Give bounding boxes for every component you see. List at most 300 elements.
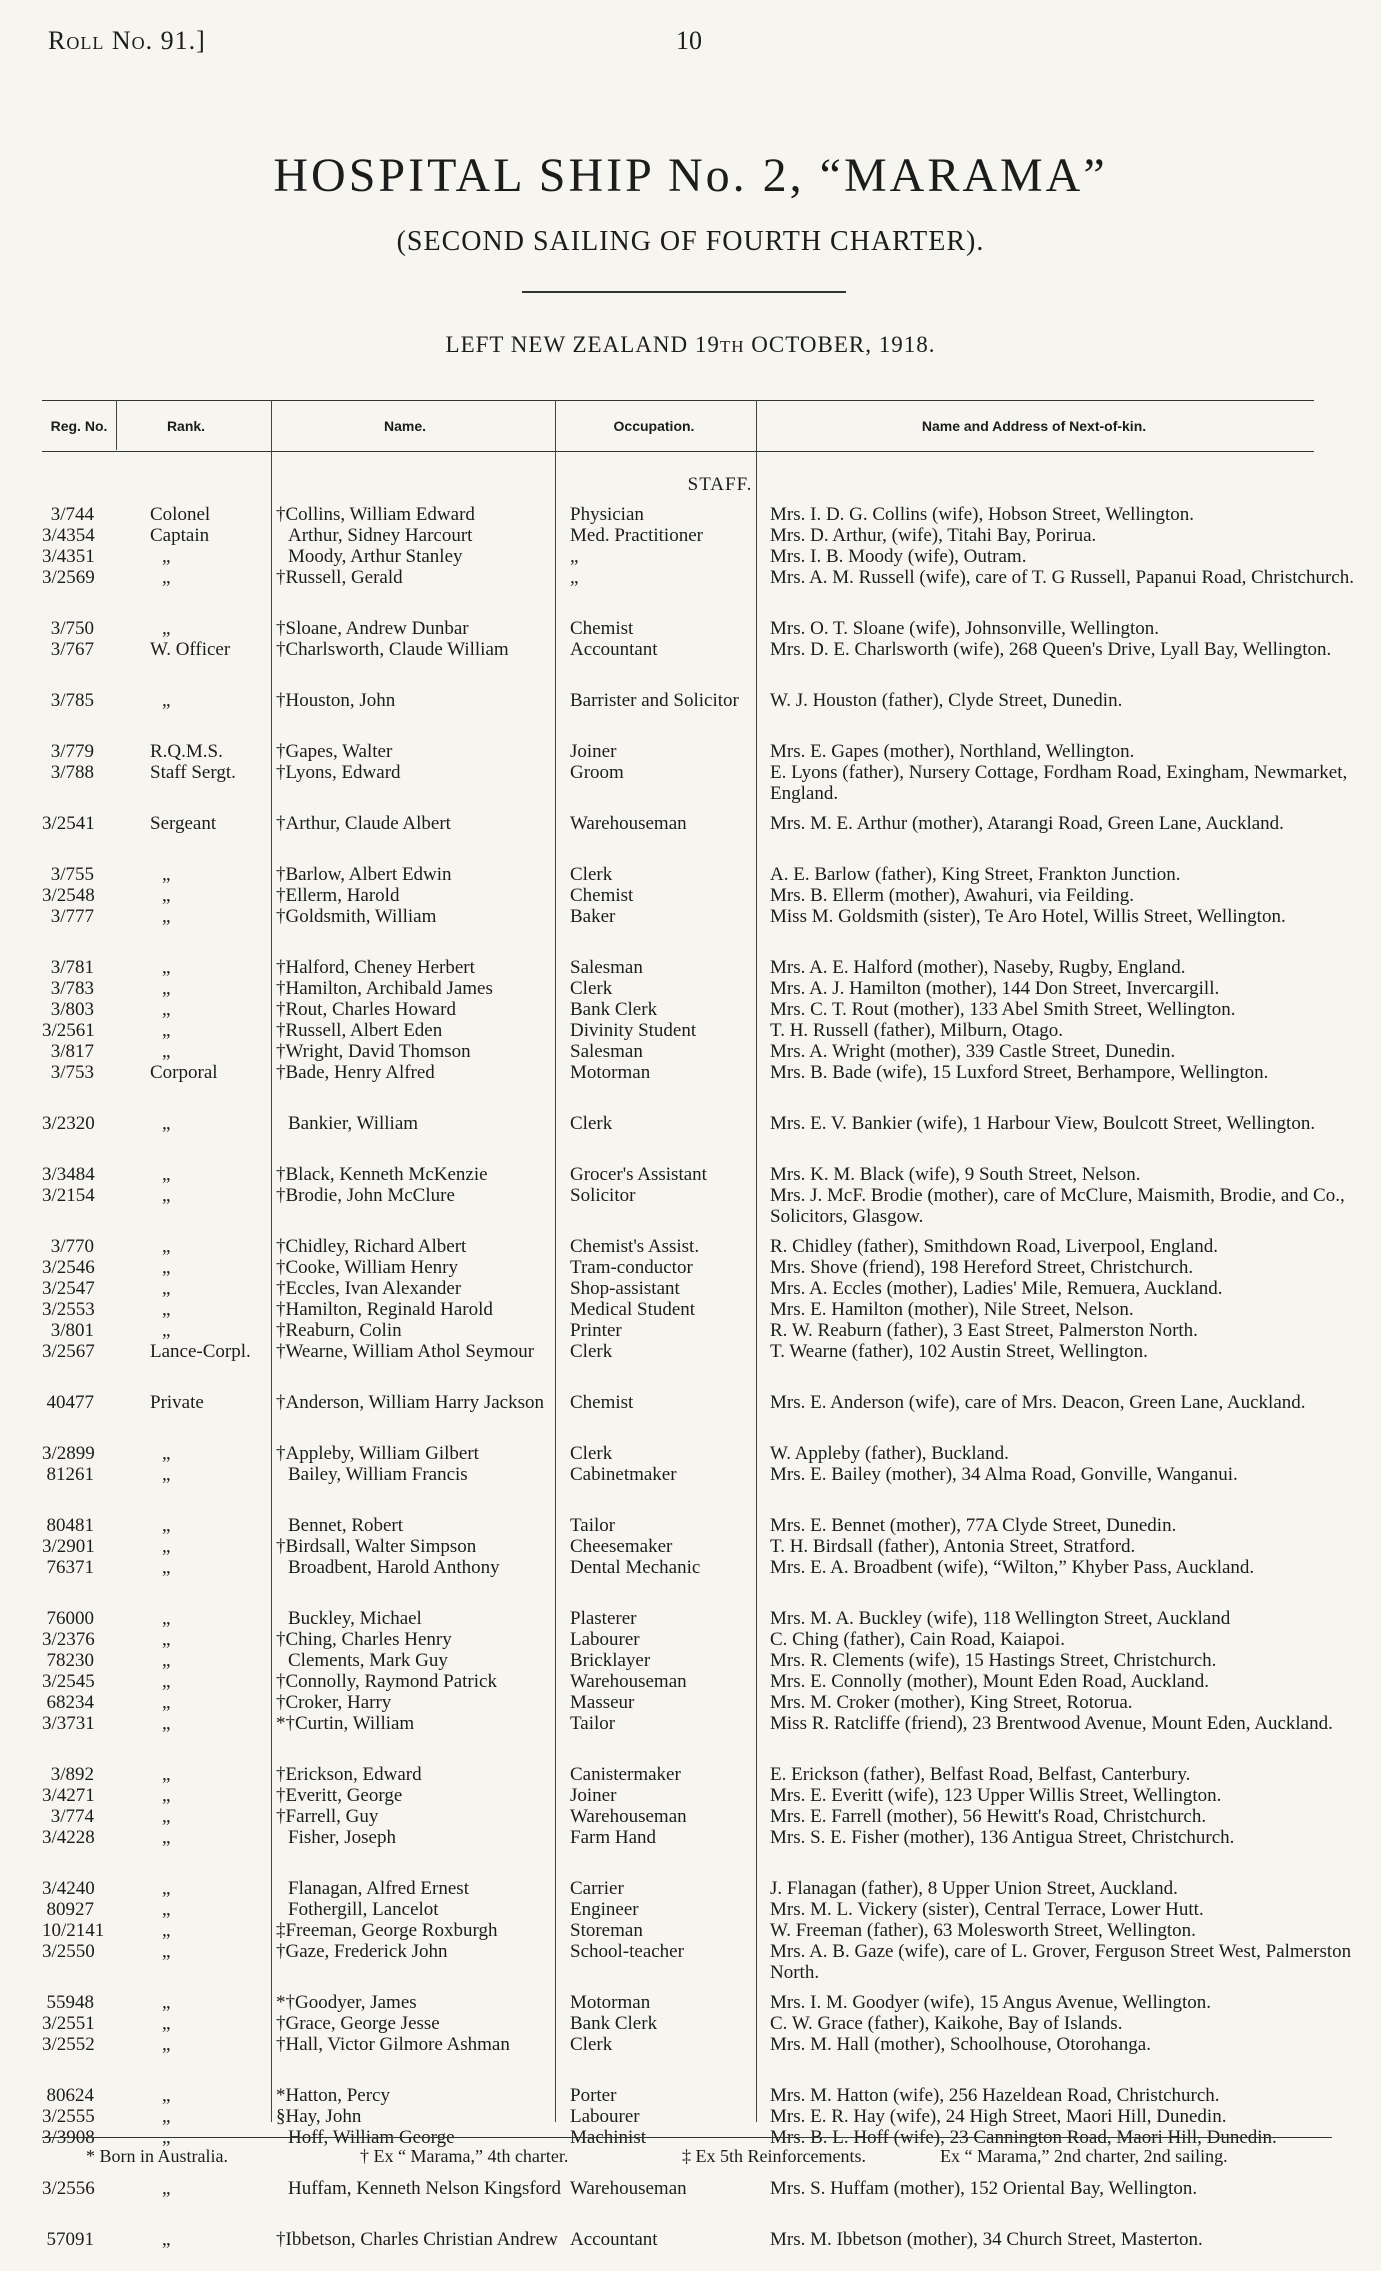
- reg-number: 3/2320: [42, 1113, 95, 1134]
- next-of-kin: Mrs. K. M. Black (wife), 9 South Street, Nelson.: [770, 1164, 1141, 1185]
- next-of-kin: E. Lyons (father), Nursery Cottage, Fordham Road, Exingham, Newmarket, England.: [770, 762, 1348, 804]
- table-row: [42, 546, 1332, 567]
- rank: „: [162, 1806, 171, 1827]
- table-row: [42, 618, 1332, 639]
- table-row: [42, 957, 1332, 978]
- rank: „: [162, 1257, 171, 1278]
- table-row: [42, 1785, 1332, 1806]
- occupation: Chemist's Assist.: [570, 1236, 700, 1257]
- reg-number: 76371: [46, 1557, 94, 1578]
- next-of-kin: Mrs. M. Croker (mother), King Street, Rotorua.: [770, 1692, 1133, 1713]
- table-row: [42, 1464, 1332, 1506]
- rank: „: [162, 957, 171, 978]
- reg-number: 3/767: [50, 639, 94, 660]
- table-row: [42, 2229, 1332, 2271]
- rank: „: [162, 1557, 171, 1578]
- rank: Captain: [150, 525, 210, 546]
- occupation: Farm Hand: [570, 1827, 657, 1848]
- rank: W. Officer: [150, 639, 231, 660]
- occupation: Groom: [570, 762, 624, 783]
- col-rank: Rank.: [166, 418, 206, 434]
- reg-number: 3/779: [50, 741, 94, 762]
- table-row: [42, 1278, 1332, 1299]
- rank: „: [162, 1920, 171, 1941]
- next-of-kin: W. Freeman (father), 63 Molesworth Street, Wellington.: [770, 1920, 1196, 1941]
- name: †Wright, David Thomson: [276, 1041, 471, 1062]
- name: †Farrell, Guy: [276, 1806, 379, 1827]
- name: †Ibbetson, Charles Christian Andrew: [276, 2229, 558, 2250]
- next-of-kin: Mrs. R. Clements (wife), 15 Hastings Street, Christchurch.: [770, 1650, 1217, 1671]
- reg-number: 3/801: [50, 1320, 94, 1341]
- occupation: Canistermaker: [570, 1764, 681, 1785]
- occupation: Bank Clerk: [570, 999, 658, 1020]
- rank: „: [162, 690, 171, 711]
- occupation: Salesman: [570, 957, 643, 978]
- next-of-kin: Mrs. E. Hamilton (mother), Nile Street, Nelson.: [770, 1299, 1134, 1320]
- table-row: [42, 1185, 1345, 1227]
- name: †Sloane, Andrew Dunbar: [276, 618, 469, 639]
- table-row: [42, 1713, 1332, 1755]
- occupation: Warehouseman: [570, 1806, 687, 1827]
- next-of-kin: Mrs. E. A. Broadbent (wife), “Wilton,” Khyber Pass, Auckland.: [770, 1557, 1255, 1578]
- title-divider: [522, 291, 846, 293]
- occupation: Accountant: [570, 2229, 658, 2250]
- table-row: [42, 1557, 1332, 1599]
- occupation: Chemist: [570, 1392, 634, 1413]
- next-of-kin: Mrs. A. J. Hamilton (mother), 144 Don Street, Invercargill.: [770, 978, 1220, 999]
- reg-number: 3/892: [50, 1764, 94, 1785]
- name: *Hatton, Percy: [276, 2085, 390, 2106]
- reg-number: 3/2551: [42, 2013, 95, 2034]
- next-of-kin: Mrs. M. L. Vickery (sister), Central Terrace, Lower Hutt.: [770, 1899, 1204, 1920]
- rank: „: [162, 1899, 171, 1920]
- reg-number: 3/2567: [42, 1341, 95, 1362]
- rank: „: [162, 1713, 171, 1734]
- rank: „: [162, 1443, 171, 1464]
- rank: „: [162, 1278, 171, 1299]
- occupation: Grocer's Assistant: [570, 1164, 707, 1185]
- table-row: [42, 1941, 1352, 1983]
- occupation: Motorman: [570, 1062, 651, 1083]
- name: †Grace, George Jesse: [276, 2013, 440, 2034]
- next-of-kin: Mrs. E. V. Bankier (wife), 1 Harbour View, Boulcott Street, Wellington.: [770, 1113, 1316, 1134]
- table-row: [42, 2106, 1332, 2127]
- occupation: Clerk: [570, 2034, 613, 2055]
- next-of-kin: Mrs. A. B. Gaze (wife), care of L. Grover, Ferguson Street West, Palmerston North.: [770, 1941, 1352, 1983]
- occupation: Clerk: [570, 1341, 613, 1362]
- next-of-kin: Mrs. S. Huffam (mother), 152 Oriental Bay, Wellington.: [770, 2178, 1198, 2199]
- table-row: [42, 1806, 1332, 1827]
- occupation: Clerk: [570, 1113, 613, 1134]
- footnote-born: * Born in Australia.: [86, 2146, 228, 2166]
- occupation: Medical Student: [570, 1299, 696, 1320]
- table-row: [42, 1515, 1332, 1536]
- occupation: „: [570, 567, 579, 588]
- name: Flanagan, Alfred Ernest: [288, 1878, 469, 1899]
- departure-ordinal: TH: [719, 337, 745, 356]
- occupation: Solicitor: [570, 1185, 636, 1206]
- name: Clements, Mark Guy: [288, 1650, 448, 1671]
- reg-number: 3/753: [50, 1062, 94, 1083]
- table-row: [42, 762, 1348, 804]
- occupation: Plasterer: [570, 1608, 637, 1629]
- reg-number: 78230: [46, 1650, 94, 1671]
- next-of-kin: Mrs. I. B. Moody (wife), Outram.: [770, 546, 1027, 567]
- rank: „: [162, 2085, 171, 2106]
- next-of-kin: C. W. Grace (father), Kaikohe, Bay of Islands.: [770, 2013, 1123, 2034]
- rank: „: [162, 1671, 171, 1692]
- table-row: [42, 1341, 1332, 1383]
- next-of-kin: Mrs. A. M. Russell (wife), care of T. G Russell, Papanui Road, Christchurch.: [770, 567, 1354, 588]
- roll-number: Roll No. 91.]: [48, 26, 206, 55]
- reg-number: 81261: [46, 1464, 94, 1485]
- departure-date: OCTOBER, 1918.: [744, 332, 936, 357]
- name: †Birdsall, Walter Simpson: [276, 1536, 477, 1557]
- next-of-kin: Miss M. Goldsmith (sister), Te Aro Hotel, Willis Street, Wellington.: [770, 906, 1286, 927]
- name: †Eccles, Ivan Alexander: [276, 1278, 462, 1299]
- footnotes: [42, 2146, 1332, 2174]
- rank: „: [162, 1113, 171, 1134]
- rank: „: [162, 1941, 171, 1962]
- reg-number: 3/770: [50, 1236, 94, 1257]
- table-row: [42, 690, 1332, 732]
- rank: „: [162, 1692, 171, 1713]
- occupation: Shop-assistant: [570, 1278, 680, 1299]
- next-of-kin: Mrs. I. D. G. Collins (wife), Hobson Street, Wellington.: [770, 504, 1195, 525]
- reg-number: 3/2550: [42, 1941, 95, 1962]
- table-row: [42, 639, 1332, 681]
- reg-number: 80624: [46, 2085, 94, 2106]
- occupation: Porter: [570, 2085, 617, 2106]
- rank: „: [162, 1020, 171, 1041]
- occupation: „: [570, 546, 579, 567]
- reg-number: 3/788: [50, 762, 94, 783]
- occupation: Printer: [570, 1320, 622, 1341]
- name: †Hamilton, Archibald James: [276, 978, 493, 999]
- name: †Chidley, Richard Albert: [276, 1236, 467, 1257]
- occupation: Joiner: [570, 741, 617, 762]
- table-row: [42, 741, 1332, 762]
- next-of-kin: Mrs. B. Bade (wife), 15 Luxford Street, Berhampore, Wellington.: [770, 1062, 1269, 1083]
- footnote-reinf5: ‡ Ex 5th Reinforcements.: [682, 2146, 866, 2166]
- rank: „: [162, 1827, 171, 1848]
- col-reg: Reg. No.: [50, 418, 108, 434]
- rank: „: [162, 2106, 171, 2127]
- footnote-marama2: Ex “ Marama,” 2nd charter, 2nd sailing.: [940, 2146, 1228, 2166]
- name: †Goldsmith, William: [276, 906, 437, 927]
- rank: „: [162, 1992, 171, 2013]
- reg-number: 3/777: [50, 906, 94, 927]
- occupation: Warehouseman: [570, 1671, 687, 1692]
- name: †Everitt, George: [276, 1785, 403, 1806]
- reg-number: 3/4271: [42, 1785, 95, 1806]
- rank: „: [162, 2013, 171, 2034]
- reg-number: 3/755: [50, 864, 94, 885]
- next-of-kin: Mrs. J. McF. Brodie (mother), care of McClure, Maismith, Brodie, and Co., Solicitors, Glasgow.: [770, 1185, 1345, 1227]
- occupation: Accountant: [570, 639, 658, 660]
- rank: „: [162, 1536, 171, 1557]
- rank: Private: [150, 1392, 204, 1413]
- table-row: [42, 885, 1332, 906]
- page-title: HOSPITAL SHIP No. 2, “MARAMA”: [273, 149, 1108, 202]
- header-divider: [116, 400, 117, 450]
- table-row: [42, 1629, 1332, 1650]
- col-name: Name.: [383, 418, 427, 434]
- reg-number: 3/781: [50, 957, 94, 978]
- occupation: Bank Clerk: [570, 2013, 658, 2034]
- name: †Black, Kenneth McKenzie: [276, 1164, 488, 1185]
- reg-number: 3/2569: [42, 567, 95, 588]
- rank: Colonel: [150, 504, 211, 525]
- table-row: [42, 2085, 1332, 2106]
- footer-divider: [42, 2137, 1332, 2138]
- next-of-kin: T. H. Russell (father), Milburn, Otago.: [770, 1020, 1064, 1041]
- rank: „: [162, 546, 171, 567]
- occupation: Carrier: [570, 1878, 624, 1899]
- occupation: Bricklayer: [570, 1650, 651, 1671]
- next-of-kin: Mrs. M. A. Buckley (wife), 118 Wellington Street, Auckland: [770, 1608, 1231, 1629]
- table-row: [42, 1062, 1332, 1104]
- col-occupation: Occupation.: [613, 418, 695, 434]
- occupation: Warehouseman: [570, 2178, 687, 2199]
- table-row: [42, 1113, 1332, 1155]
- rank: „: [162, 2178, 171, 2199]
- rank: „: [162, 864, 171, 885]
- table-row: [42, 1236, 1332, 1257]
- name: †Hall, Victor Gilmore Ashman: [276, 2034, 510, 2055]
- name: †Rout, Charles Howard: [276, 999, 456, 1020]
- next-of-kin: Mrs. B. L. Hoff (wife), 23 Cannington Road, Maori Hill, Dunedin.: [770, 2127, 1277, 2148]
- table-row: [42, 999, 1332, 1020]
- occupation: Warehouseman: [570, 813, 687, 834]
- rank: „: [162, 906, 171, 927]
- table-row: [42, 525, 1332, 546]
- reg-number: 10/2141: [42, 1920, 105, 1941]
- next-of-kin: W. J. Houston (father), Clyde Street, Dunedin.: [770, 690, 1123, 711]
- name: †Erickson, Edward: [276, 1764, 422, 1785]
- reg-number: 3/2547: [42, 1278, 95, 1299]
- reg-number: 3/744: [50, 504, 94, 525]
- reg-number: 3/783: [50, 978, 94, 999]
- reg-number: 55948: [46, 1992, 94, 2013]
- next-of-kin: W. Appleby (father), Buckland.: [770, 1443, 1009, 1464]
- occupation: School-teacher: [570, 1941, 684, 1962]
- table-row: [42, 813, 1332, 855]
- next-of-kin: Mrs. M. Ibbetson (mother), 34 Church Street, Masterton.: [770, 2229, 1203, 2250]
- table-row: [42, 1392, 1332, 1434]
- rank: „: [162, 885, 171, 906]
- table-row: [42, 1443, 1332, 1464]
- next-of-kin: Miss R. Ratcliffe (friend), 23 Brentwood Avenue, Mount Eden, Auckland.: [770, 1713, 1333, 1734]
- occupation: Dental Mechanic: [570, 1557, 701, 1578]
- occupation: Joiner: [570, 1785, 617, 1806]
- name: Broadbent, Harold Anthony: [288, 1557, 500, 1578]
- next-of-kin: Mrs. E. Farrell (mother), 56 Hewitt's Road, Christchurch.: [770, 1806, 1207, 1827]
- page-header: [48, 26, 1338, 66]
- rank: „: [162, 1650, 171, 1671]
- name: †Russell, Gerald: [276, 567, 403, 588]
- occupation: Motorman: [570, 1992, 651, 2013]
- reg-number: 3/2901: [42, 1536, 95, 1557]
- rank: Corporal: [150, 1062, 218, 1083]
- name: †Halford, Cheney Herbert: [276, 957, 475, 978]
- name: †Lyons, Edward: [276, 762, 401, 783]
- reg-number: 3/2541: [42, 813, 95, 834]
- rank: „: [162, 2229, 171, 2250]
- reg-number: 3/2376: [42, 1629, 95, 1650]
- next-of-kin: J. Flanagan (father), 8 Upper Union Street, Auckland.: [770, 1878, 1178, 1899]
- next-of-kin: Mrs. D. Arthur, (wife), Titahi Bay, Porirua.: [770, 525, 1097, 546]
- name: †Connolly, Raymond Patrick: [276, 1671, 497, 1692]
- next-of-kin: Mrs. A. Wright (mother), 339 Castle Street, Dunedin.: [770, 1041, 1176, 1062]
- rank: „: [162, 567, 171, 588]
- reg-number: 80927: [46, 1899, 94, 1920]
- next-of-kin: R. Chidley (father), Smithdown Road, Liverpool, England.: [770, 1236, 1219, 1257]
- name: †Collins, William Edward: [276, 504, 475, 525]
- reg-number: 3/4351: [42, 546, 95, 567]
- rank: „: [162, 978, 171, 999]
- table-row: [42, 1608, 1332, 1629]
- reg-number: 3/2154: [42, 1185, 95, 1206]
- occupation: Med. Practitioner: [570, 525, 703, 546]
- occupation: Salesman: [570, 1041, 643, 1062]
- table-row: [42, 504, 1332, 525]
- name: †Barlow, Albert Edwin: [276, 864, 452, 885]
- reg-number: 76000: [46, 1608, 94, 1629]
- name: †Ching, Charles Henry: [276, 1629, 452, 1650]
- occupation: Clerk: [570, 1443, 613, 1464]
- occupation: Labourer: [570, 2106, 640, 2127]
- reg-number: 3/2552: [42, 2034, 95, 2055]
- table-row: [42, 1536, 1332, 1557]
- rank: „: [162, 1464, 171, 1485]
- rank: „: [162, 1878, 171, 1899]
- next-of-kin: T. H. Birdsall (father), Antonia Street, Stratford.: [770, 1536, 1136, 1557]
- next-of-kin: Mrs. E. Anderson (wife), care of Mrs. Deacon, Green Lane, Auckland.: [770, 1392, 1306, 1413]
- reg-number: 80481: [46, 1515, 94, 1536]
- table-row: [42, 1320, 1332, 1341]
- table-row: [42, 1692, 1332, 1713]
- reg-number: 3/2546: [42, 1257, 95, 1278]
- reg-number: 3/803: [50, 999, 94, 1020]
- col-kin: Name and Address of Next-of-kin.: [921, 418, 1147, 434]
- next-of-kin: Mrs. S. E. Fisher (mother), 136 Antigua Street, Christchurch.: [770, 1827, 1235, 1848]
- name: †Gapes, Walter: [276, 741, 393, 762]
- occupation: Barrister and Solicitor: [570, 690, 739, 711]
- rank: „: [162, 1041, 171, 1062]
- occupation: Tailor: [570, 1713, 616, 1734]
- next-of-kin: R. W. Reaburn (father), 3 East Street, Palmerston North.: [770, 1320, 1198, 1341]
- table-row: [42, 1164, 1332, 1185]
- rank: „: [162, 1515, 171, 1536]
- next-of-kin: Mrs. E. Everitt (wife), 123 Upper Willis Street, Wellington.: [770, 1785, 1222, 1806]
- occupation: Baker: [570, 906, 616, 927]
- name: Huffam, Kenneth Nelson Kingsford: [288, 2178, 561, 2199]
- rank: „: [162, 2127, 171, 2148]
- footnote-marama4: † Ex “ Marama,” 4th charter.: [360, 2146, 569, 2166]
- table-header: [42, 400, 1314, 452]
- next-of-kin: A. E. Barlow (father), King Street, Frankton Junction.: [770, 864, 1181, 885]
- table-row: [42, 2034, 1332, 2076]
- name: *†Curtin, William: [276, 1713, 415, 1734]
- rank: „: [162, 2034, 171, 2055]
- reg-number: 3/2561: [42, 1020, 95, 1041]
- reg-number: 3/750: [50, 618, 94, 639]
- table-row: [42, 1899, 1332, 1920]
- next-of-kin: C. Ching (father), Cain Road, Kaiapoi.: [770, 1629, 1065, 1650]
- reg-number: 3/2545: [42, 1671, 95, 1692]
- rank: R.Q.M.S.: [150, 741, 223, 762]
- next-of-kin: Mrs. M. Hall (mother), Schoolhouse, Otorohanga.: [770, 2034, 1151, 2055]
- name: Buckley, Michael: [288, 1608, 422, 1629]
- next-of-kin: Mrs. E. Bennet (mother), 77A Clyde Street, Dunedin.: [770, 1515, 1177, 1536]
- next-of-kin: Mrs. E. Bailey (mother), 34 Alma Road, Gonville, Wanganui.: [770, 1464, 1238, 1485]
- next-of-kin: Mrs. E. R. Hay (wife), 24 High Street, Maori Hill, Dunedin.: [770, 2106, 1227, 2127]
- occupation: Masseur: [570, 1692, 635, 1713]
- table-row: [42, 2178, 1332, 2220]
- reg-number: 3/4240: [42, 1878, 95, 1899]
- name: †Croker, Harry: [276, 1692, 392, 1713]
- reg-number: 3/2556: [42, 2178, 95, 2199]
- roll-table: [42, 504, 1354, 2271]
- rank: „: [162, 999, 171, 1020]
- reg-number: 3/4228: [42, 1827, 95, 1848]
- rank: „: [162, 1299, 171, 1320]
- name: †Charlsworth, Claude William: [276, 639, 509, 660]
- next-of-kin: Mrs. D. E. Charlsworth (wife), 268 Queen's Drive, Lyall Bay, Wellington.: [770, 639, 1332, 660]
- name: ‡Freeman, George Roxburgh: [276, 1920, 498, 1941]
- name: Bennet, Robert: [288, 1515, 404, 1536]
- rank: „: [162, 1629, 171, 1650]
- rank: Sergeant: [150, 813, 217, 834]
- rank: „: [162, 1320, 171, 1341]
- next-of-kin: Mrs. M. E. Arthur (mother), Atarangi Road, Green Lane, Auckland.: [770, 813, 1284, 834]
- next-of-kin: Mrs. A. Eccles (mother), Ladies' Mile, Remuera, Auckland.: [770, 1278, 1223, 1299]
- next-of-kin: Mrs. A. E. Halford (mother), Naseby, Rugby, England.: [770, 957, 1186, 978]
- name: †Cooke, William Henry: [276, 1257, 458, 1278]
- reg-number: 3/2555: [42, 2106, 95, 2127]
- occupation: Physician: [570, 504, 644, 525]
- reg-number: 3/3908: [42, 2127, 95, 2148]
- occupation: Clerk: [570, 864, 613, 885]
- table-row: [42, 864, 1332, 885]
- rank: Staff Sergt.: [150, 762, 236, 783]
- name: Bankier, William: [288, 1113, 419, 1134]
- occupation: Machinist: [570, 2127, 646, 2148]
- rank: „: [162, 1608, 171, 1629]
- next-of-kin: Mrs. I. M. Goodyer (wife), 15 Angus Avenue, Wellington.: [770, 1992, 1212, 2013]
- page-subtitle: (SECOND SAILING OF FOURTH CHARTER).: [396, 226, 985, 257]
- reg-number: 3/3484: [42, 1164, 95, 1185]
- rank: „: [162, 1185, 171, 1206]
- next-of-kin: Mrs. C. T. Rout (mother), 133 Abel Smith Street, Wellington.: [770, 999, 1236, 1020]
- reg-number: 3/785: [50, 690, 94, 711]
- name: †Bade, Henry Alfred: [276, 1062, 435, 1083]
- next-of-kin: E. Erickson (father), Belfast Road, Belfast, Canterbury.: [770, 1764, 1191, 1785]
- name: Moody, Arthur Stanley: [288, 546, 463, 567]
- occupation: Chemist: [570, 885, 634, 906]
- rank: „: [162, 1236, 171, 1257]
- table-row: [42, 1878, 1332, 1899]
- name: Fothergill, Lancelot: [288, 1899, 439, 1920]
- name: †Gaze, Frederick John: [276, 1941, 448, 1962]
- reg-number: 68234: [46, 1692, 94, 1713]
- occupation: Engineer: [570, 1899, 639, 1920]
- name: Fisher, Joseph: [288, 1827, 396, 1848]
- page-number: 10: [676, 26, 702, 55]
- occupation: Cabinetmaker: [570, 1464, 677, 1485]
- next-of-kin: Mrs. B. Ellerm (mother), Awahuri, via Feilding.: [770, 885, 1134, 906]
